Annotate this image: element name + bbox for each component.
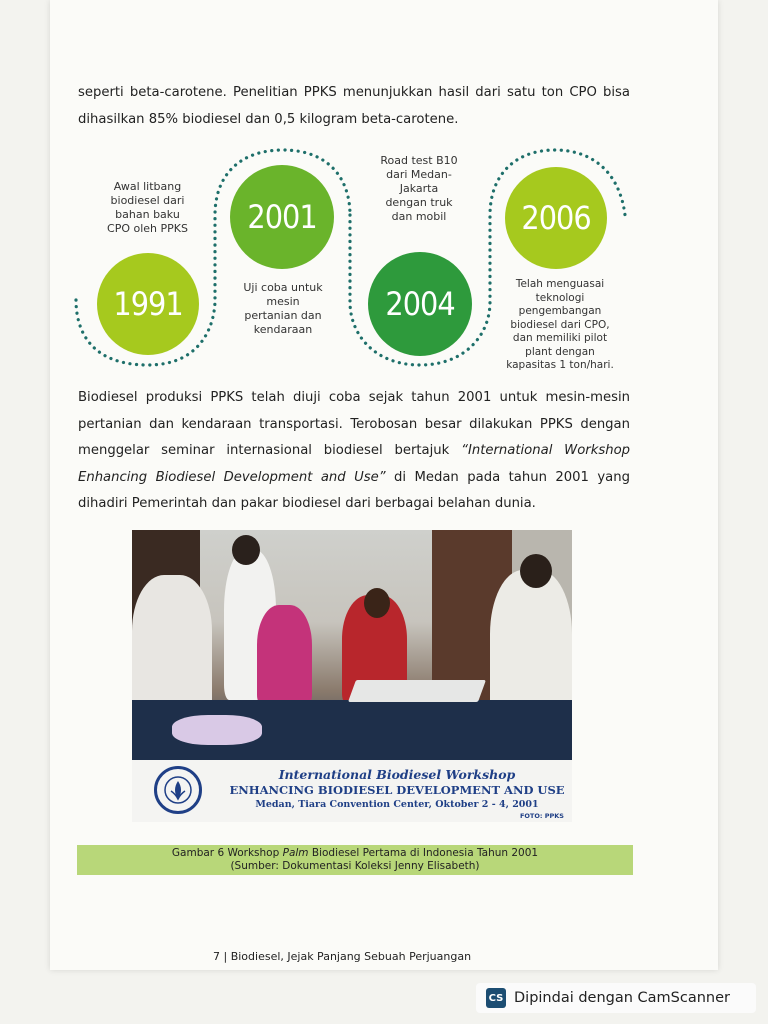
paragraph-intro: seperti beta-carotene. Penelitian PPKS menunjukkan hasil dari satu ton CPO bisa dihasilkan 85% biodiesel dan 0,5 kilogram beta-carotene.	[78, 85, 630, 127]
workshop-photo	[132, 530, 572, 760]
timeline-year-2004: 2004	[385, 285, 455, 323]
banner-venue: Medan, Tiara Convention Center, Oktober 2 - 4, 2001	[255, 799, 539, 810]
timeline-circle-2004	[368, 252, 472, 356]
camscanner-label: Dipindai dengan CamScanner	[514, 990, 731, 1006]
timeline-text-1991: Awal litbang biodiesel dari bahan baku CPO oleh PPKS	[107, 180, 188, 235]
timeline-year-1991: 1991	[113, 285, 183, 323]
camscanner-badge	[476, 983, 756, 1013]
timeline-text-2001: Uji coba untuk mesin pertanian dan kendaraan	[243, 281, 323, 336]
ppks-logo-icon	[154, 766, 202, 814]
workshop-title: “International Workshop Enhancing Biodiesel Development and Use”	[78, 443, 631, 485]
photo-credit: FOTO: PPKS	[519, 812, 564, 820]
photo-banner	[132, 760, 572, 822]
camscanner-logo-icon: CS	[486, 988, 506, 1008]
timeline-circle-2001	[230, 165, 334, 269]
page-footer: 7 | Biodiesel, Jejak Panjang Sebuah Perjuangan	[213, 950, 472, 963]
timeline-circle-2006	[505, 167, 607, 269]
timeline-year-2006: 2006	[521, 199, 591, 237]
paragraph-workshop: Biodiesel produksi PPKS telah diuji coba sejak tahun 2001 untuk mesin-mesin pertanian dan kendaraan transportasi. Terobosan besar dilakukan PPKS dengan menggelar seminar internasional biodiesel bertajuk “International Workshop Enhancing Biodiesel Development and Use” di Medan pada tahun 2001 yang dihadiri Pemerintah dan pakar biodiesel dari berbagai belahan dunia.	[78, 390, 631, 511]
timeline-text-2006: Telah menguasai teknologi pengembangan biodiesel dari CPO, dan memiliki pilot plant dengan kapasitas 1 ton/hari.	[506, 278, 614, 371]
timeline-text-2004: Road test B10 dari Medan- Jakarta dengan truk dan mobil	[380, 154, 458, 223]
banner-title: International Biodiesel Workshop	[278, 767, 516, 782]
banner-subtitle: ENHANCING BIODIESEL DEVELOPMENT AND USE	[229, 783, 565, 797]
figure-caption: Gambar 6 Workshop Palm Biodiesel Pertama di Indonesia Tahun 2001 (Sumber: Dokumentasi Koleksi Jenny Elisabeth)	[77, 845, 633, 875]
timeline-year-2001: 2001	[247, 198, 317, 236]
timeline-circle-1991	[97, 253, 199, 355]
